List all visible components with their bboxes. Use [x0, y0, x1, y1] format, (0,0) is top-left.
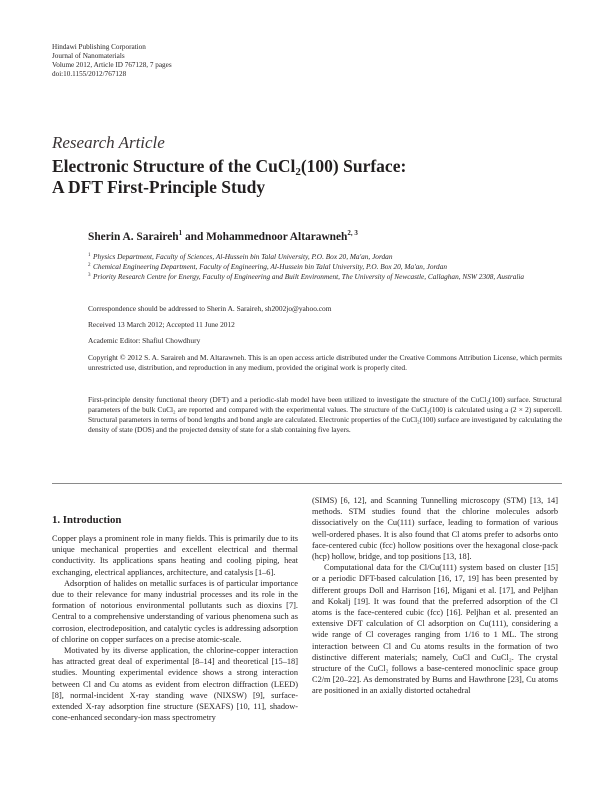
- intro-paragraph-3: Motivated by its diverse application, the chlorine-copper interaction has attracted great deal of experimental [8–14] and theoretical [15–18] studies. Mounting experimental evidence shows a strong interaction between Cl and Cu atoms as evident from electron diffraction (LEED) [8], normal-incident X-ray standing wave (NIXSW) [9], surface-extended X-ray adsorption fine structure (SEXAFS) [10, 11], shadow-cone-enhanced secondary-ion mass spectrometry: [52, 646, 298, 723]
- title-line-2: A DFT First-Principle Study: [52, 177, 266, 197]
- correspondence: Correspondence should be addressed to Sherin A. Saraireh, sh2002jo@yahoo.com: [88, 304, 332, 313]
- affiliation-3-text: Priority Research Centre for Energy, Faculty of Engineering and Built Environment, The University of Newcastle, Callaghan, NSW 2308, Australia: [93, 272, 525, 281]
- affiliation-1-text: Physics Department, Faculty of Sciences, Al-Hussein bin Talal University, P.O. Box 20, Ma'an, Jordan: [93, 252, 393, 261]
- publisher-line: Hindawi Publishing Corporation: [52, 43, 146, 51]
- title-line-1-pre: Electronic Structure of the CuCl: [52, 156, 296, 176]
- right-paragraph-2: Computational data for the Cl/Cu(111) system based on cluster [15] or a periodic DFT-based calculation [16, 17, 19] has been presented by different groups Doll and Harrison [16], Migani et al. [17], and Peljhan and Kokalj [19]. It was found that the preferred adsorption of the Cl atoms is the face-centered cubic (fcc) [16]. Peljhan et al. presented an extensive DFT calculation of Cl adsorption on Cu(111), considering a wide range of Cl coverages ranging from 1/16 to 1 ML. The strong interaction between Cl and Cu atoms results in the formation of two distinctive different materials; namely, CuCl and CuCl₂. The crystal structure of the CuCl₂ follows a base-centered monoclinic space group C2/m [20–22]. As demonstrated by Burns and Hawthrone [23], Cu atoms are positioned in an axially distorted octahedral: [312, 563, 558, 696]
- right-paragraph-1: (SIMS) [6, 12], and Scanning Tunnelling microscopy (STM) [13, 14] methods. STM studies found that the chlorine molecules adsorb dissociatively on the Cu(111) surface, leading to formation of various well-ordered phases. It is also found that Cl atoms prefer to adsorbs onto face-centered cubic (fcc) hollow positions over the hexagonal close-pack (hcp) hollow, bridge, and top positions [13, 18].: [312, 496, 558, 562]
- article-title: [52, 156, 572, 198]
- intro-paragraph-2: Adsorption of halides on metallic surfaces is of particular importance due to their relevance for many industrial processes and its role in the formation of notorious environmental pollutants such as dioxins [7]. Central to a comprehensive understanding of various phenomena such as corrosion, electrodeposition, and catalytic cycles is addressing adsorption of chlorine on copper surfaces on a precise atomic-scale.: [52, 578, 298, 644]
- affiliation-2-text: Chemical Engineering Department, Faculty of Engineering, Al-Hussein bin Talal University, P.O. Box 20, Ma'an, Jordan: [93, 262, 447, 271]
- right-column: [312, 495, 558, 697]
- left-column: [52, 514, 298, 723]
- received-dates: Received 13 March 2012; Accepted 11 June 2012: [88, 320, 235, 329]
- affiliation-1-num: 1: [88, 253, 91, 258]
- author-2-affil: 2, 3: [347, 229, 358, 237]
- journal-line: Journal of Nanomaterials: [52, 52, 125, 60]
- doi-line: doi:10.1155/2012/767128: [52, 70, 127, 78]
- academic-editor: Academic Editor: Shafiul Chowdhury: [88, 336, 201, 345]
- journal-header: [52, 43, 172, 79]
- copyright-notice: Copyright © 2012 S. A. Saraireh and M. Altarawneh. This is an open access article distributed under the Creative Commons Attribution License, which permits unrestricted use, distribution, and reproduction in any medium, provided the original work is properly cited.: [88, 353, 562, 372]
- title-subscript: 2: [295, 166, 301, 178]
- affiliation-2: [88, 262, 558, 272]
- affiliation-3: [88, 272, 558, 282]
- article-type: Research Article: [52, 133, 165, 152]
- author-2: Mohammednoor Altarawneh: [206, 231, 348, 243]
- affiliation-2-num: 2: [88, 263, 91, 268]
- author-1-affil: 1: [178, 229, 183, 237]
- title-line-1-post: (100) Surface:: [300, 156, 407, 176]
- volume-line: Volume 2012, Article ID 767128, 7 pages: [52, 61, 172, 69]
- author-conjunction: and: [182, 231, 207, 243]
- abstract: First-principle density functional theory (DFT) and a periodic-slab model have been utilized to investigate the structure of the CuCl₂(100) surface. Structural parameters of the bulk CuCl₂ are reported and compared with the experimental values. The structure of the CuCl₂(100) is calculated using a (2 × 2) supercell. Structural parameters in terms of bond lengths and bond angle are calculated. Electronic properties of the CuCl₂(100) surface are investigated by calculating the density of state (DOS) and the projected density of state for a slab containing five layers.: [88, 395, 562, 434]
- author-1: Sherin A. Saraireh: [88, 231, 179, 243]
- affiliation-1: [88, 252, 558, 262]
- affiliation-3-num: 3: [88, 273, 91, 278]
- section-heading-introduction: 1. Introduction: [52, 514, 122, 526]
- section-divider: [52, 483, 562, 484]
- title-line-1: [52, 156, 572, 177]
- author-list: [88, 231, 358, 243]
- affiliations: [88, 252, 558, 282]
- intro-paragraph-1: Copper plays a prominent role in many fields. This is primarily due to its unique mechanical properties and excellent electrical and thermal conductivity. Its applications spans heating and cooling piping, heat exchanging, electrical appliances, architecture, and catalysis [1–6].: [52, 534, 298, 577]
